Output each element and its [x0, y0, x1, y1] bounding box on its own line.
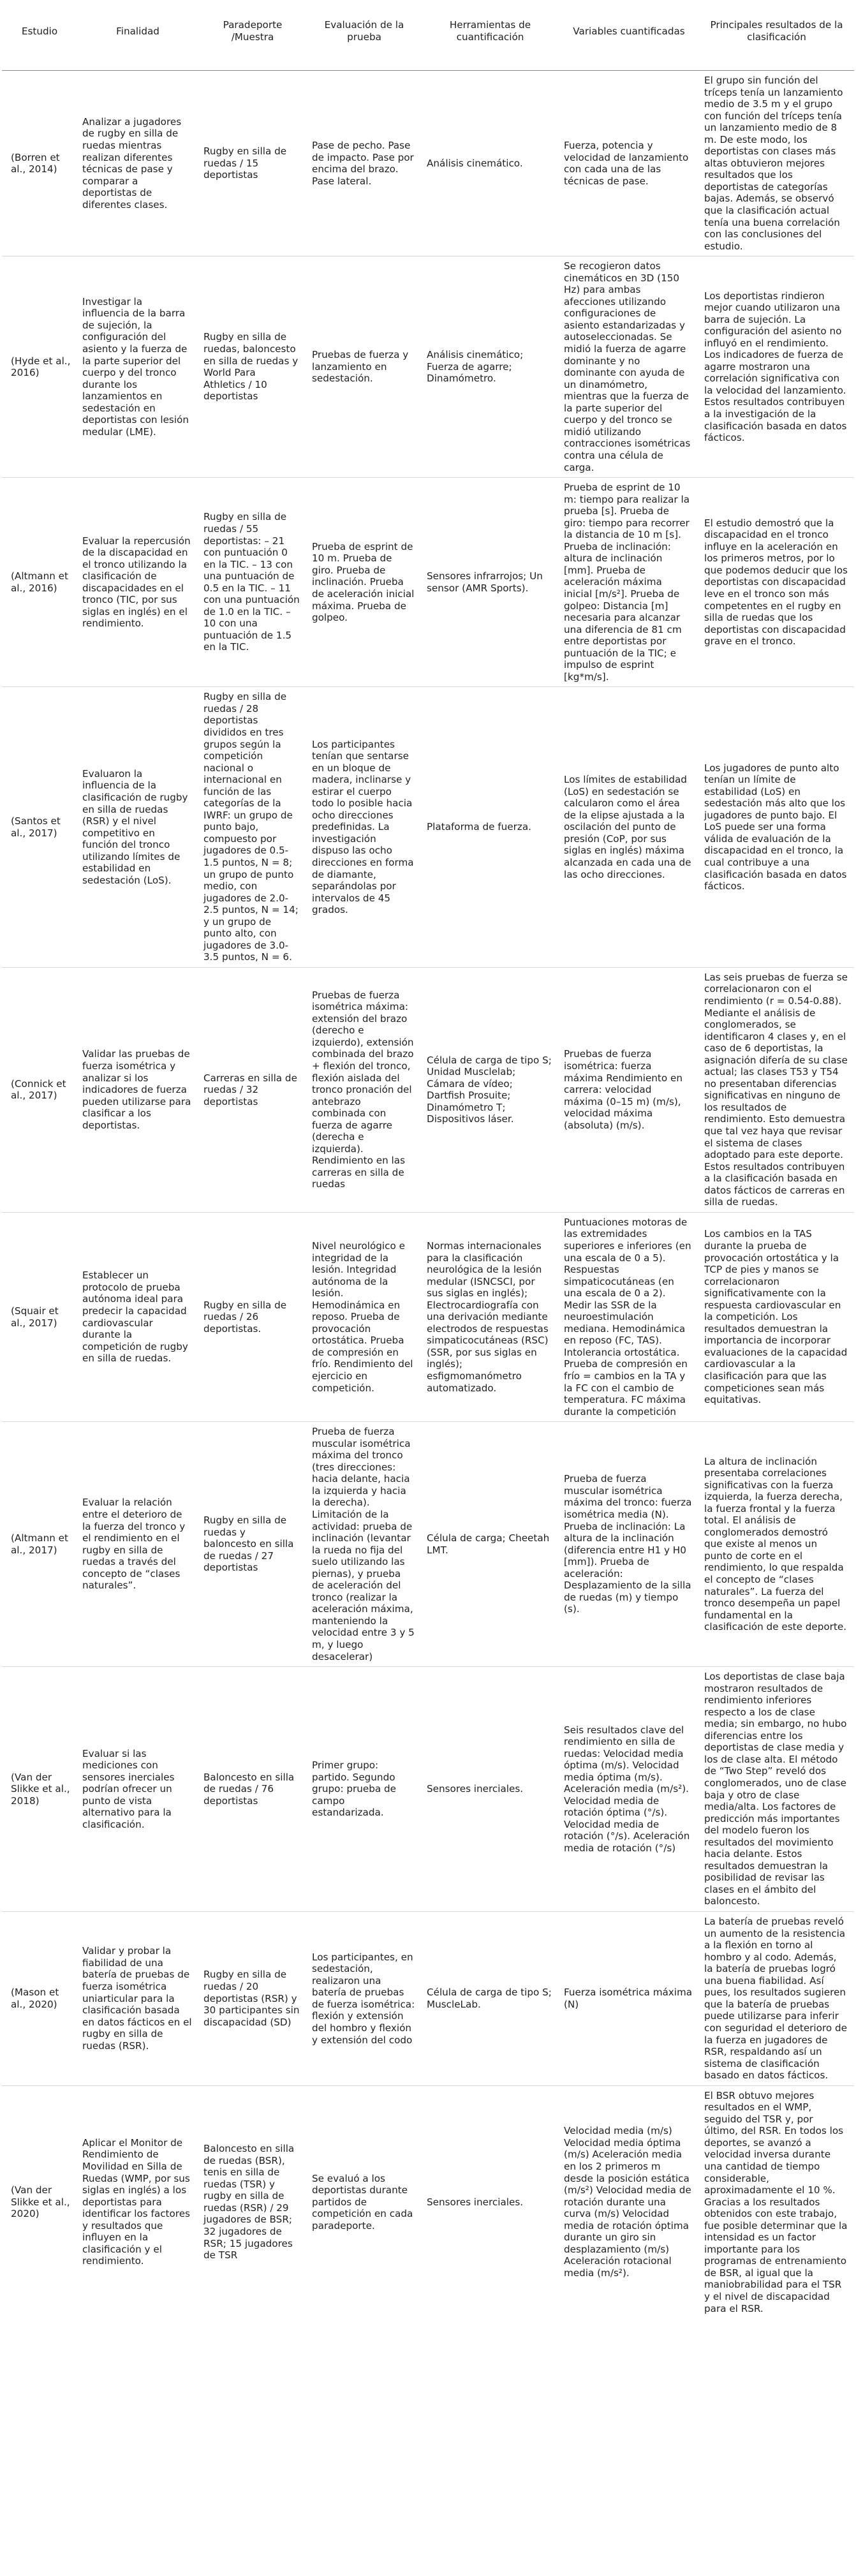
cell-herramientas: Célula de carga de tipo S; MuscleLab. — [422, 1912, 559, 2086]
table-body — [2, 71, 854, 2319]
cell-finalidad: Aplicar el Monitor de Rendimiento de Movilidad en Silla de Ruedas (WMP, por sus siglas en inglés) a los deportistas para identificar los factores y resultados que influyen en la clasificación y el rendimiento. — [82, 2136, 190, 2267]
cell-herramientas: Célula de carga de tipo S; Unidad Musclelab; Cámara de vídeo; Dartfish Prosuite; Dinamómetro T; Dispositivos láser. — [422, 967, 559, 1212]
cell-evaluacion: Nivel neurológico e integridad de la lesión. Integridad autónoma de la lesión. Hemodinámica en reposo. Prueba de provocación ortostática. Prueba de compresión en frío. Rendimiento del ejercicio en competición. — [307, 1212, 422, 1421]
header-evaluacion: Evaluación de la prueba — [307, 0, 422, 71]
table-row — [2, 478, 854, 687]
cell-evaluacion: Se evaluó a los deportistas durante partidos de competición en cada paradeporte. — [312, 2172, 413, 2232]
cell-variables: Puntuaciones motoras de las extremidades superiores e inferiores (en una escala de 0 a 5). Respuestas simpaticocutáneas (en una escala de 0 a 2). Medir las SSR de la neuroestimulación mediana. Hemodinámica en reposo (FC, TAS). Intolerancia ortostática. Prueba de compresión en frío = cambios en la TA y la FC con el cambio de temperatura. FC máxima durante la competición — [559, 1212, 699, 1421]
cell-estudio: (Mason et al., 2020) — [2, 1912, 77, 2086]
cell-herramientas: Análisis cinemático. — [422, 71, 559, 256]
cell-estudio: (Santos et al., 2017) — [2, 687, 77, 968]
header-resultados: Principales resultados de la clasificación — [699, 0, 854, 71]
cell-herramientas: Sensores infrarrojos; Un sensor (AMR Sports). — [422, 478, 559, 687]
cell-finalidad: Evaluar la repercusión de la discapacidad en el tronco utilizando la clasificación de discapacidades en el tronco (TIC, por sus siglas en inglés) en el rendimiento. — [77, 478, 198, 687]
table-row — [2, 256, 854, 478]
cell-evaluacion: Los participantes, en sedestación, realizaron una batería de pruebas de fuerza isométrica: flexión y extensión del hombro y flexión y extensión del codo — [307, 1912, 422, 2086]
cell-paradeporte-muestra: Rugby en silla de ruedas / 28 deportistas divididos en tres grupos según la competición nacional o internacional en función de las categorías de la IWRF: un grupo de punto bajo, compuesto por jugadores de 0.5-1.5 puntos, N = 8; un grupo de punto medio, con jugadores de 2.0-2.5 puntos, N = 14; y un grupo de punto alto, con jugadores de 3.0-3.5 puntos, N = 6. — [198, 687, 307, 968]
studies-table — [2, 0, 854, 2318]
cell-resultados: Los deportistas rindieron mejor cuando utilizaron una barra de sujeción. La configuración del asiento no influyó en el rendimiento. Los indicadores de fuerza de agarre mostraron una correlación significativa con la velocidad del lanzamiento. Estos resultados contribuyen a la investigación de la clasificación basada en datos fácticos. — [699, 256, 854, 478]
cell-variables: Fuerza isométrica máxima (N) — [559, 1912, 699, 2086]
cell-resultados: La altura de inclinación presentaba correlaciones significativas con la fuerza izquierda, la fuerza derecha, la fuerza frontal y la fuerza total. El análisis de conglomerados demostró que existe al menos un punto de corte en el rendimiento, lo que respalda el concepto de “clases naturales”. La fuerza del tronco desempeña un papel fundamental en la clasificación de este deporte. — [699, 1422, 854, 1667]
cell-estudio: (Connick et al., 2017) — [2, 967, 77, 1212]
cell-resultados: El estudio demostró que la discapacidad en el tronco influye en la aceleración en los primeros metros, por lo que podemos deducir que los deportistas con discapacidad leve en el tronco son más competentes en el rugby en silla de ruedas que los deportistas con discapacidad grave en el tronco. — [699, 478, 854, 687]
cell-variables: Seis resultados clave del rendimiento en silla de ruedas: Velocidad media óptima (m/s). Velocidad media óptima (m/s). Aceleración media (m/s²). Velocidad media de rotación óptima (°/s). Velocidad media de rotación (°/s). Aceleración media de rotación (°/s) — [559, 1667, 699, 1912]
header-herramientas: Herramientas de cuantificación — [422, 0, 559, 71]
cell-estudio: (Altmann et al., 2017) — [2, 1422, 77, 1667]
cell-paradeporte-muestra: Carreras en silla de ruedas / 32 deportistas — [198, 967, 307, 1212]
cell-evaluacion: Prueba de esprint de 10 m. Prueba de giro. Prueba de inclinación. Prueba de aceleración inicial máxima. Prueba de golpeo. — [307, 478, 422, 687]
header-estudio: Estudio — [2, 0, 77, 71]
cell-paradeporte-muestra: Rugby en silla de ruedas, baloncesto en silla de ruedas y World Para Athletics / 10 deportistas — [198, 256, 307, 478]
cell-resultados: Los cambios en la TAS durante la prueba de provocación ortostática y la TCP de pies y manos se correlacionaron significativamente con la respuesta cardiovascular en la competición. Los resultados demuestran la importancia de incorporar evaluaciones de la capacidad cardiovascular a la clasificación para que las competiciones sean más equitativas. — [699, 1212, 854, 1421]
cell-estudio: (Hyde et al., 2016) — [2, 256, 77, 478]
table-row — [2, 1667, 854, 1912]
cell-resultados: Los jugadores de punto alto tenían un límite de estabilidad (LoS) en sedestación más alto que los jugadores de punto bajo. El LoS puede ser una forma válida de evaluación de la discapacidad en el tronco, la cual contribuye a una clasificación basada en datos fácticos. — [699, 687, 854, 968]
cell-finalidad: Validar las pruebas de fuerza isométrica y analizar si los indicadores de fuerza pueden utilizarse para clasificar a los deportistas. — [77, 967, 198, 1212]
cell-finalidad: Validar y probar la fiabilidad de una batería de pruebas de fuerza isométrica uniarticular para la clasificación basada en datos fácticos en el rugby en silla de ruedas (RSR). — [77, 1912, 198, 2086]
cell-estudio: (Altmann et al., 2016) — [2, 478, 77, 687]
cell-paradeporte-muestra: Baloncesto en silla de ruedas (BSR), tenis en silla de ruedas (TSR) y rugby en silla de ruedas (RSR) / 29 jugadores de BSR; 32 jugadores de RSR; 15 jugadores de TSR — [203, 2143, 295, 2261]
table-row — [2, 967, 854, 1212]
cell-herramientas: Célula de carga; Cheetah LMT. — [422, 1422, 559, 1667]
cell-herramientas: Análisis cinemático; Fuerza de agarre; Dinamómetro. — [422, 256, 559, 478]
cell-variables: Se recogieron datos cinemáticos en 3D (150 Hz) para ambas afecciones utilizando configuraciones de asiento estandarizadas y autoseleccionadas. Se midió la fuerza de agarre dominante y no dominante con ayuda de un dinamómetro, mientras que la fuerza de la parte superior del cuerpo y del tronco se midió utilizando contracciones isométricas contra una célula de carga. — [559, 256, 699, 478]
cell-finalidad: Analizar a jugadores de rugby en silla de ruedas mientras realizan diferentes técnicas de pase y comparar a deportistas de diferentes clases. — [77, 71, 198, 256]
cell-variables: Prueba de esprint de 10 m: tiempo para realizar la prueba [s]. Prueba de giro: tiempo para recorrer la distancia de 10 m [s]. Prueba de inclinación: altura de inclinación [mm]. Prueba de aceleración máxima inicial [m/s²]. Prueba de golpeo: Distancia [m] necesaria para alcanzar una diferencia de 81 cm entre deportistas por puntuación de la TIC; e impulso de esprint [kg*m/s]. — [559, 478, 699, 687]
cell-resultados: Los deportistas de clase baja mostraron resultados de rendimiento inferiores respecto a los de clase media; sin embargo, no hubo diferencias entre los deportistas de clase media y los de clase alta. El método de “Two Step” reveló dos conglomerados, uno de clase baja y otro de clase media/alta. Los factores de predicción más importantes del modelo fueron los resultados del movimiento hacia delante. Estos resultados demuestran la posibilidad de revisar las clases en el ámbito del baloncesto. — [699, 1667, 854, 1912]
cell-herramientas: Normas internacionales para la clasificación neurológica de la lesión medular (ISNCSCI, por sus siglas en inglés); Electrocardiografía con una derivación mediante electrodos de respuestas simpaticocutáneas (RSC) (SSR, por sus siglas en inglés); esfigmomanómetro automatizado. — [422, 1212, 559, 1421]
cell-paradeporte-muestra: Rugby en silla de ruedas / 15 deportistas — [198, 71, 307, 256]
cell-finalidad: Evaluar la relación entre el deterioro de la fuerza del tronco y el rendimiento en el rugby en silla de ruedas a través del concepto de “clases naturales”. — [77, 1422, 198, 1667]
cell-estudio: (Van der Slikke et al., 2018) — [2, 1667, 77, 1912]
header-paradeporte-muestra: Paradeporte /Muestra — [198, 0, 307, 71]
table-header — [2, 0, 854, 71]
cell-evaluacion: Pruebas de fuerza isométrica máxima: extensión del brazo (derecho e izquierdo), extensión combinada del brazo + flexión del tronco, flexión aislada del tronco pronación del antebrazo combinada con fuerza de agarre (derecha e izquierda). Rendimiento en las carreras en silla de ruedas — [307, 967, 422, 1212]
table-row — [2, 71, 854, 256]
table-row — [2, 687, 854, 968]
table-row — [2, 1212, 854, 1421]
cell-variables: Velocidad media (m/s) Velocidad media óptima (m/s) Aceleración media en los 2 primeros m desde la posición estática (m/s²) Velocidad media de rotación durante una curva (m/s) Velocidad media de rotación óptima durante un giro sin desplazamiento (m/s) Aceleración rotacional media (m/s²). — [564, 2125, 691, 2279]
cell-finalidad: Establecer un protocolo de prueba autónoma ideal para predecir la capacidad cardiovascular durante la competición de rugby en silla de ruedas. — [77, 1212, 198, 1421]
cell-herramientas: Plataforma de fuerza. — [422, 687, 559, 968]
cell-paradeporte-muestra: Baloncesto en silla de ruedas / 76 deportistas — [198, 1667, 307, 1912]
cell-resultados: Las seis pruebas de fuerza se correlacionaron con el rendimiento (r = 0.54-0.88). Mediante el análisis de conglomerados, se identificaron 4 clases y, en el caso de 6 deportistas, la asignación difería de su clase actual; las clases T53 y T54 no presentaban diferencias significativas en ninguno de los resultados de rendimiento. Esto demuestra que tal vez haya que revisar el sistema de clases adoptado para este deporte. Estos resultados contribuyen a la clasificación basada en datos fácticos de carreras en silla de ruedas. — [699, 967, 854, 1212]
cell-paradeporte-muestra: Rugby en silla de ruedas / 26 deportistas. — [198, 1212, 307, 1421]
cell-resultados: El grupo sin función del tríceps tenía un lanzamiento medio de 3.5 m y el grupo con función del tríceps tenía un lanzamiento medio de 8 m. De este modo, los deportistas con clases más altas obtuvieron mejores resultados que los deportistas de categorías bajas. Además, se observó que la clasificación actual tenía una buena correlación con las conclusiones del estudio. — [699, 71, 854, 256]
cell-evaluacion: Pase de pecho. Pase de impacto. Pase por encima del brazo. Pase lateral. — [307, 71, 422, 256]
header-row — [2, 0, 854, 71]
cell-variables: Los límites de estabilidad (LoS) en sedestación se calcularon como el área de la elipse ajustada a la oscilación del punto de presión (CoP, por sus siglas en inglés) máxima alcanzada en cada una de las ocho direcciones. — [559, 687, 699, 968]
cell-finalidad: Investigar la influencia de la barra de sujeción, la configuración del asiento y la fuerza de la parte superior del cuerpo y del tronco durante los lanzamientos en sedestación en deportistas con lesión medular (LME). — [77, 256, 198, 478]
cell-estudio: (Van der Slikke et al., 2020) — [11, 2184, 70, 2220]
cell-evaluacion: Pruebas de fuerza y lanzamiento en sedestación. — [307, 256, 422, 478]
cell-evaluacion: Los participantes tenían que sentarse en un bloque de madera, inclinarse y estirar el cuerpo todo lo posible hacia ocho direcciones predefinidas. La investigación dispuso las ocho direcciones en forma de diamante, separándolas por intervalos de 45 grados. — [307, 687, 422, 968]
header-variables: Variables cuantificadas — [559, 0, 699, 71]
cell-finalidad: Evaluaron la influencia de la clasificación de rugby en silla de ruedas (RSR) y el nivel competitivo en función del tronco utilizando límites de estabilidad en sedestación (LoS). — [77, 687, 198, 968]
header-finalidad: Finalidad — [77, 0, 198, 71]
table-row — [2, 2085, 854, 2318]
cell-resultados: La batería de pruebas reveló un aumento de la resistencia a la flexión en torno al hombro y al codo. Además, la batería de pruebas logró una buena fiabilidad. Así pues, los resultados sugieren que la batería de pruebas puede utilizarse para inferir con seguridad el deterioro de la fuerza en jugadores de RSR, respaldando así un sistema de clasificación basado en datos fácticos. — [699, 1912, 854, 2086]
cell-resultados: El BSR obtuvo mejores resultados en el WMP, seguido del TSR y, por último, del RSR. En todos los deportes, se avanzó a velocidad inversa durante una cantidad de tiempo considerable, aproximadamente el 10 %. Gracias a los resultados obtenidos con este trabajo, fue posible determinar que la intensidad es un factor importante para los programas de entrenamiento de BSR, al igual que la maniobrabilidad para el TSR y el nivel de discapacidad para el RSR. — [704, 2089, 848, 2314]
cell-variables: Fuerza, potencia y velocidad de lanzamiento con cada una de las técnicas de pase. — [559, 71, 699, 256]
cell-herramientas: Sensores inerciales. — [427, 2196, 524, 2208]
cell-finalidad: Evaluar si las mediciones con sensores inerciales podrían ofrecer un punto de vista alternativo para la clasificación. — [77, 1667, 198, 1912]
cell-estudio: (Squair et al., 2017) — [2, 1212, 77, 1421]
cell-estudio: (Borren et al., 2014) — [2, 71, 77, 256]
table-row — [2, 1422, 854, 1667]
cell-evaluacion: Prueba de fuerza muscular isométrica máxima del tronco (tres direcciones: hacia delante, hacia la izquierda y hacia la derecha). Limitación de la actividad: prueba de inclinación (levantar la rueda no fija del suelo utilizando las piernas), y prueba de aceleración del tronco (realizar la aceleración máxima, manteniendo la velocidad entre 3 y 5 m, y luego desacelerar) — [307, 1422, 422, 1667]
cell-paradeporte-muestra: Rugby en silla de ruedas y baloncesto en silla de ruedas / 27 deportistas — [198, 1422, 307, 1667]
cell-paradeporte-muestra: Rugby en silla de ruedas / 55 deportistas: – 21 con puntuación 0 en la TIC. – 13 con una puntuación de 0.5 en la TIC. – 11 con una puntuación de 1.0 en la TIC. – 10 con una puntuación de 1.5 en la TIC. — [198, 478, 307, 687]
cell-variables: Prueba de fuerza muscular isométrica máxima del tronco: fuerza isométrica media (N). Prueba de inclinación: La altura de la inclinación (diferencia entre H1 y H0 [mm]). Prueba de aceleración: Desplazamiento de la silla de ruedas (m) y tiempo (s). — [559, 1422, 699, 1667]
cell-evaluacion: Primer grupo: partido. Segundo grupo: prueba de campo estandarizada. — [307, 1667, 422, 1912]
cell-herramientas: Sensores inerciales. — [422, 1667, 559, 1912]
table-row — [2, 1912, 854, 2086]
cell-paradeporte-muestra: Rugby en silla de ruedas / 20 deportistas (RSR) y 30 participantes sin discapacidad (SD) — [198, 1912, 307, 2086]
cell-variables: Pruebas de fuerza isométrica: fuerza máxima Rendimiento en carrera: velocidad máxima (0–15 m) (m/s), velocidad máxima (absoluta) (m/s). — [559, 967, 699, 1212]
